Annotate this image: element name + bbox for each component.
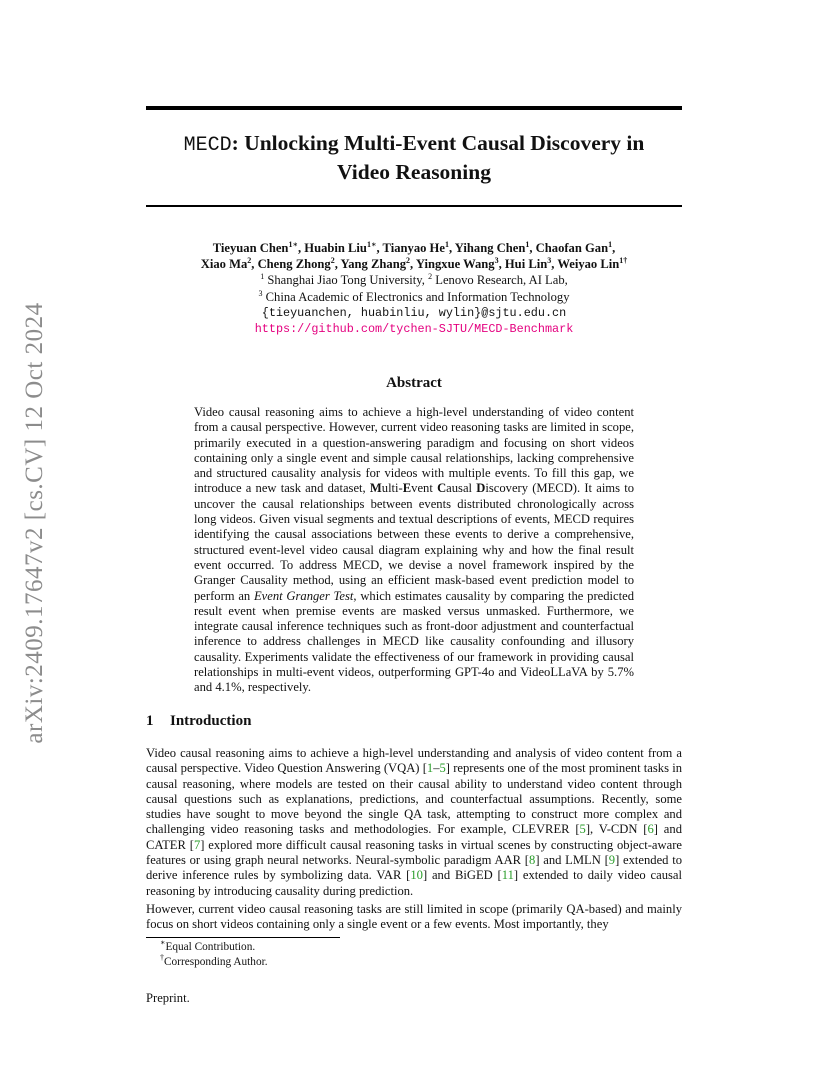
citation-link[interactable]: 5: [439, 761, 446, 776]
citation-link[interactable]: 11: [501, 868, 514, 883]
title-line2: Video Reasoning: [337, 160, 491, 184]
abstract-text: , which estimates causality by comparing the predicted result event when premise events are masked versus unmasked. Furthermore, we integrate causal inference techniques such as front-door adjustment and counterfactual inference to address challenges in MECD like causality confounding and illusory causality. Experiments validate the effectiveness of our framework in providing causal relationships in multi-event videos, outperforming GPT-4o and VideoLLaVA by 5.7% and 4.1%, respectively.: [194, 588, 634, 695]
paragraph-text: ] represents one of the most prominent tasks in causal reasoning, where models are tested on their causal ability to understand video content through causal questions such as explanations, predictions, and counterfactual assumptions. Recently, some studies have sought to move beyond the single QA task, attempting to construct more complex and challenging video reasoning tasks and methodologies. For example, CLEVRER [: [146, 761, 682, 837]
abstract-bold: C: [437, 481, 447, 496]
citation-link[interactable]: 1: [426, 761, 434, 776]
author-name: Xiao Ma: [200, 257, 248, 272]
author-affil-sup: 1∗: [288, 240, 298, 249]
repo-link[interactable]: https://github.com/tychen-SJTU/MECD-Benchmark: [254, 322, 574, 337]
author-affil-sup: 3: [547, 256, 552, 266]
title-bottom-rule: [146, 205, 682, 207]
section-number: 1: [146, 713, 154, 729]
intro-paragraph-1: [146, 746, 682, 899]
author-affil-sup: 1†: [619, 256, 628, 266]
author-affil-sup: 1: [525, 240, 530, 249]
author-line-2: Xiao Ma$^2$, Cheng Zhong$^2$, Yang Zhang$^2$, Yingxue Wang$^3$, Hui Lin$^3$, Weiyao Lin$^{1\dagger}$: [200, 256, 628, 272]
author-name: Hui Lin: [504, 257, 548, 272]
author-name: Yang Zhang: [340, 257, 406, 272]
paragraph-text: ] and BiGED [: [422, 868, 502, 883]
author-affil-sup: 1: [444, 240, 449, 249]
paragraph-text: ] explored more difficult causal reasoning tasks in virtual scenes by constructing object-aware features or using graph neural networks. Neural-symbolic paradigm AAR [: [146, 837, 682, 868]
author-name: Tianyao He: [382, 241, 445, 255]
section-heading-introduction: [146, 713, 251, 730]
intro-paragraph-2: However, current video causal reasoning tasks are still limited in scope (primarily QA-based) and mainly focus on short videos containing only a single event or a few events. Most importantly, they: [146, 902, 682, 932]
author-block: [146, 240, 682, 337]
author-affil-sup: 3: [494, 256, 499, 266]
author-affil-sup: 1∗: [366, 240, 377, 249]
paragraph-text: ] extended to derive inference rules by symbolizing data. VAR [: [146, 853, 682, 883]
author-name: Chaofan Gan: [535, 241, 609, 255]
footnote-text: Equal Contribution.: [165, 941, 256, 953]
author-affil-sup: 2: [330, 256, 335, 266]
author-name: Cheng Zhong: [257, 257, 331, 272]
citation-link[interactable]: 8: [529, 853, 536, 868]
paragraph-text: ] and LMLN [: [535, 853, 609, 868]
abstract-bold: E: [402, 481, 412, 496]
affiliation-line-2: [146, 289, 682, 305]
abstract-bold: M: [369, 481, 382, 496]
abstract-body: [194, 405, 634, 696]
section-title: Introduction: [170, 713, 252, 729]
paragraph-text: ], V-CDN [: [585, 822, 648, 837]
author-affil-sup: 1: [608, 240, 613, 249]
citation-link[interactable]: 5: [579, 822, 586, 837]
title-acronym: MECD: [183, 134, 232, 157]
citation-link[interactable]: 6: [647, 822, 654, 837]
footnotes: [160, 940, 268, 969]
affil-sup: 2: [428, 272, 433, 282]
abstract-text: Video causal reasoning aims to achieve a high-level understanding of video content from a causal perspective. However, current video reasoning tasks are limited in scope, primarily executed in a question-answering paradigm and focusing on short videos containing only a single event and simple causal relationships, lacking comprehensive and structured causality analysis for videos with multiple events. To fill this gap, we introduce a new task and dataset,: [194, 405, 634, 496]
author-emails: {tieyuanchen, huabinliu, wylin}@sjtu.edu.cn: [261, 305, 567, 320]
abstract-text: (MECD). It aims to uncover the causal relationships between events distributed chronologically across long videos. Given visual segments and textual descriptions of events, MECD requires identifying the causal associations between these events to derive a comprehensive, structured event-level video causal diagram explaining why and how the final result event occurred. To address MECD, we devise a novel framework inspired by the Granger Causality method, using an efficient mask-based event prediction model to perform an: [194, 481, 634, 603]
author-affil-sup: 2: [247, 256, 252, 266]
footnote-mark: ∗: [160, 938, 166, 947]
abstract-bold: D: [476, 481, 486, 496]
affiliation-line-1: [146, 272, 682, 288]
affil-sup: 1: [260, 272, 265, 282]
paragraph-text: Video causal reasoning aims to achieve a high-level understanding and analysis of video content from a causal perspective. Video Question Answering (VQA) [: [146, 746, 682, 776]
affiliation-caeit: China Academic of Electronics and Information Technology: [265, 289, 570, 304]
arxiv-identifier-stamp: [8, 288, 62, 758]
abstract-heading: Abstract: [386, 375, 442, 391]
arxiv-stamp-text: arXiv:2409.17647v2 [cs.CV] 12 Oct 2024: [21, 302, 48, 744]
paragraph-text: ] and CATER [: [146, 822, 682, 852]
footnote-text: Corresponding Author.: [164, 955, 268, 968]
footnote-corresponding-author: [160, 952, 268, 970]
abstract-text: iscovery: [485, 481, 529, 496]
author-name: Huabin Liu: [304, 241, 367, 255]
paragraph-text: –: [433, 761, 440, 776]
footnote-divider: [146, 937, 340, 938]
author-affil-sup: 2: [406, 256, 410, 266]
affil-sup: 3: [258, 288, 263, 298]
citation-link[interactable]: 10: [410, 868, 423, 883]
footnote-mark: †: [160, 952, 164, 962]
abstract-italic: Event Granger Test: [253, 588, 354, 603]
affiliation-lenovo: Lenovo Research, AI Lab,: [435, 273, 568, 288]
title-top-rule: [146, 106, 682, 110]
title-line1-rest: : Unlocking Multi-Event Causal Discovery in: [231, 131, 645, 155]
author-name: Weiyao Lin: [557, 257, 620, 272]
abstract-text: ulti-: [381, 481, 403, 496]
abstract-text: ausal: [446, 481, 477, 496]
author-name: Yihang Chen: [454, 241, 526, 255]
author-name: Tieyuan Chen: [212, 241, 289, 255]
preprint-footer: Preprint.: [146, 991, 190, 1005]
author-line-1: Tieyuan Chen$^{1∗}$, Huabin Liu$^{1∗}$, Tianyao He$^1$, Yihang Chen$^1$, Chaofan Gan$^1$,: [212, 240, 616, 255]
citation-link[interactable]: 9: [608, 853, 616, 868]
author-name: Yingxue Wang: [415, 257, 495, 272]
citation-link[interactable]: 7: [193, 837, 201, 852]
paragraph-text: ] extended to daily video causal reasoning by introducing causality during prediction.: [146, 868, 682, 898]
footnote-equal-contribution: [160, 940, 268, 955]
abstract-text: vent: [411, 481, 438, 496]
paper-title: [146, 130, 682, 186]
affiliation-sjtu: Shanghai Jiao Tong University,: [267, 273, 425, 288]
